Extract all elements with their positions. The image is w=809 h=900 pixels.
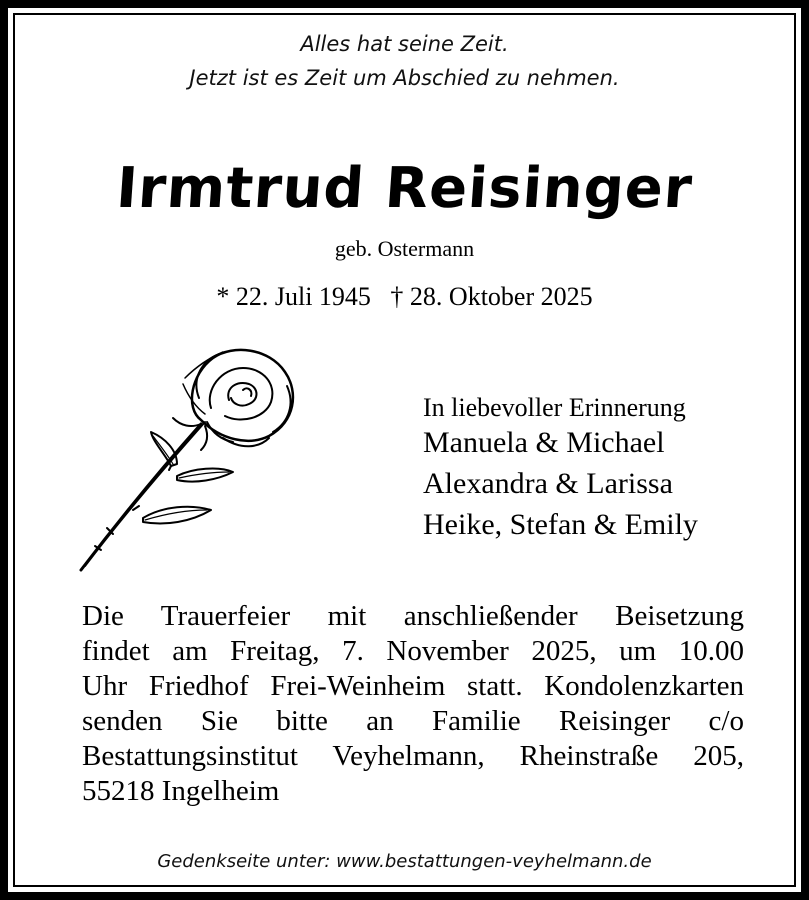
mourner-line-2: Alexandra & Larissa (423, 467, 673, 500)
maiden-name: geb. Ostermann (334, 236, 475, 261)
memorial-page-link[interactable]: Gedenkseite unter: www.bestattungen-veyhelmann.de (157, 851, 652, 872)
obituary-card (8, 8, 801, 892)
memory-intro: In liebevoller Erinnerung (423, 393, 686, 422)
mourner-line-3: Heike, Stefan & Emily (423, 508, 698, 541)
life-dates: * 22. Juli 1945 † 28. Oktober 2025 (216, 282, 593, 311)
motto-line-1: Alles hat seine Zeit. (300, 32, 509, 56)
notice-line-4: senden Sie bitte an Familie Reisinger c/o (82, 705, 744, 737)
notice-line-5: Bestattungsinstitut Veyhelmann, Rheinstraße 205, (82, 740, 744, 772)
motto-line-2: Jetzt ist es Zeit um Abschied zu nehmen. (189, 66, 620, 90)
mourner-line-1: Manuela & Michael (423, 426, 665, 459)
rose-icon (73, 338, 303, 583)
notice-line-2: findet am Freitag, 7. November 2025, um 10.00 (82, 635, 744, 667)
notice-line-1: Die Trauerfeier mit anschließender Beisetzung (82, 600, 744, 632)
notice-line-6: 55218 Ingelheim (82, 775, 280, 807)
notice-line-3: Uhr Friedhof Frei-Weinheim statt. Kondolenzkarten (82, 670, 744, 702)
deceased-name: Irmtrud Reisinger (114, 156, 695, 221)
